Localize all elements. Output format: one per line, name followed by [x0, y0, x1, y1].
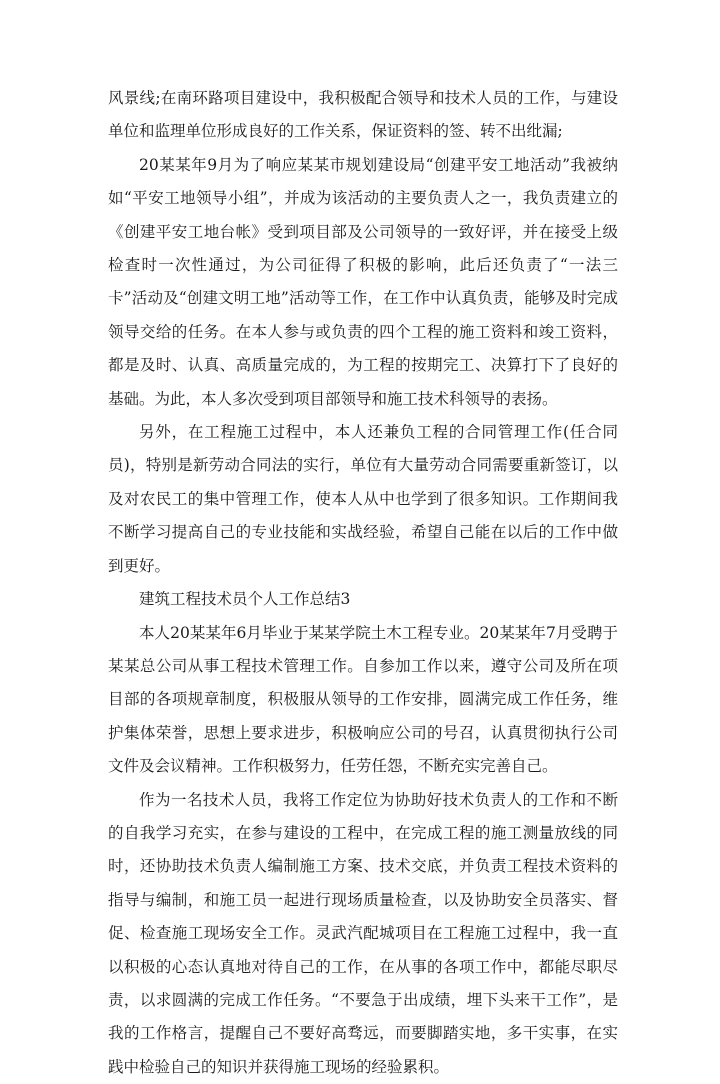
- document-body: [108, 82, 618, 1084]
- paragraph-1: 风景线;在南环路项目建设中，我积极配合领导和技术人员的工作，与建设单位和监理单位形成良好的工作关系，保证资料的签、转不出纰漏;: [108, 89, 618, 141]
- section-paragraph-2: 作为一名技术人员，我将工作定位为协助好技术负责人的工作和不断的自我学习充实，在参与建设的工程中，在完成工程的施工测量放线的同时，还协助技术负责人编制施工方案、技术交底，并负责工程技术资料的指导与编制，和施工员一起进行现场质量检查，以及协助安全员落实、督促、检查施工现场安全工作。灵武汽配城项目在工程施工过程中，我一直以积极的心态认真地对待自己的工作，在从事的各项工作中，都能尽职尽责，以求圆满的完成工作任务。“不要急于出成绩，埋下头来干工作”，是我的工作格言，提醒自己不要好高骛远，而要脚踏实地，多干实事，在实践中检验自己的知识并获得施工现场的经验累积。: [108, 790, 618, 1076]
- section-heading: 建筑工程技术员个人工作总结3: [139, 590, 351, 609]
- paragraph-2: 20某某年9月为了响应某某市规划建设局“创建平安工地活动”我被纳如“平安工地领导小组”，并成为该活动的主要负责人之一，我负责建立的《创建平安工地台帐》受到项目部及公司领导的一致好评，并在接受上级检查时一次性通过，为公司征得了积极的影响，此后还负责了“一法三卡”活动及“创建文明工地”活动等工作，在工作中认真负责，能够及时完成领导交给的任务。在本人参与或负责的四个工程的施工资料和竣工资料，都是及时、认真、高质量完成的，为工程的按期完工、决算打下了良好的基础。为此，本人多次受到项目部领导和施工技术科领导的表扬。: [108, 155, 618, 408]
- section-paragraph-1: 本人20某某年6月毕业于某某学院土木工程专业。20某某年7月受聘于某某总公司从事工程技术管理工作。自参加工作以来，遵守公司及所在项目部的各项规章制度，积极服从领导的工作安排，圆满完成工作任务，维护集体荣誉，思想上要求进步，积极响应公司的号召，认真贯彻执行公司文件及会议精神。工作积极努力，任劳任怨，不断充实完善自己。: [108, 623, 618, 776]
- paragraph-3: 另外，在工程施工过程中，本人还兼负工程的合同管理工作(任合同员)，特别是新劳动合同法的实行，单位有大量劳动合同需要重新签订，以及对农民工的集中管理工作，使本人从中也学到了很多知识。工作期间我不断学习提高自己的专业技能和实战经验，希望自己能在以后的工作中做到更好。: [108, 423, 618, 575]
